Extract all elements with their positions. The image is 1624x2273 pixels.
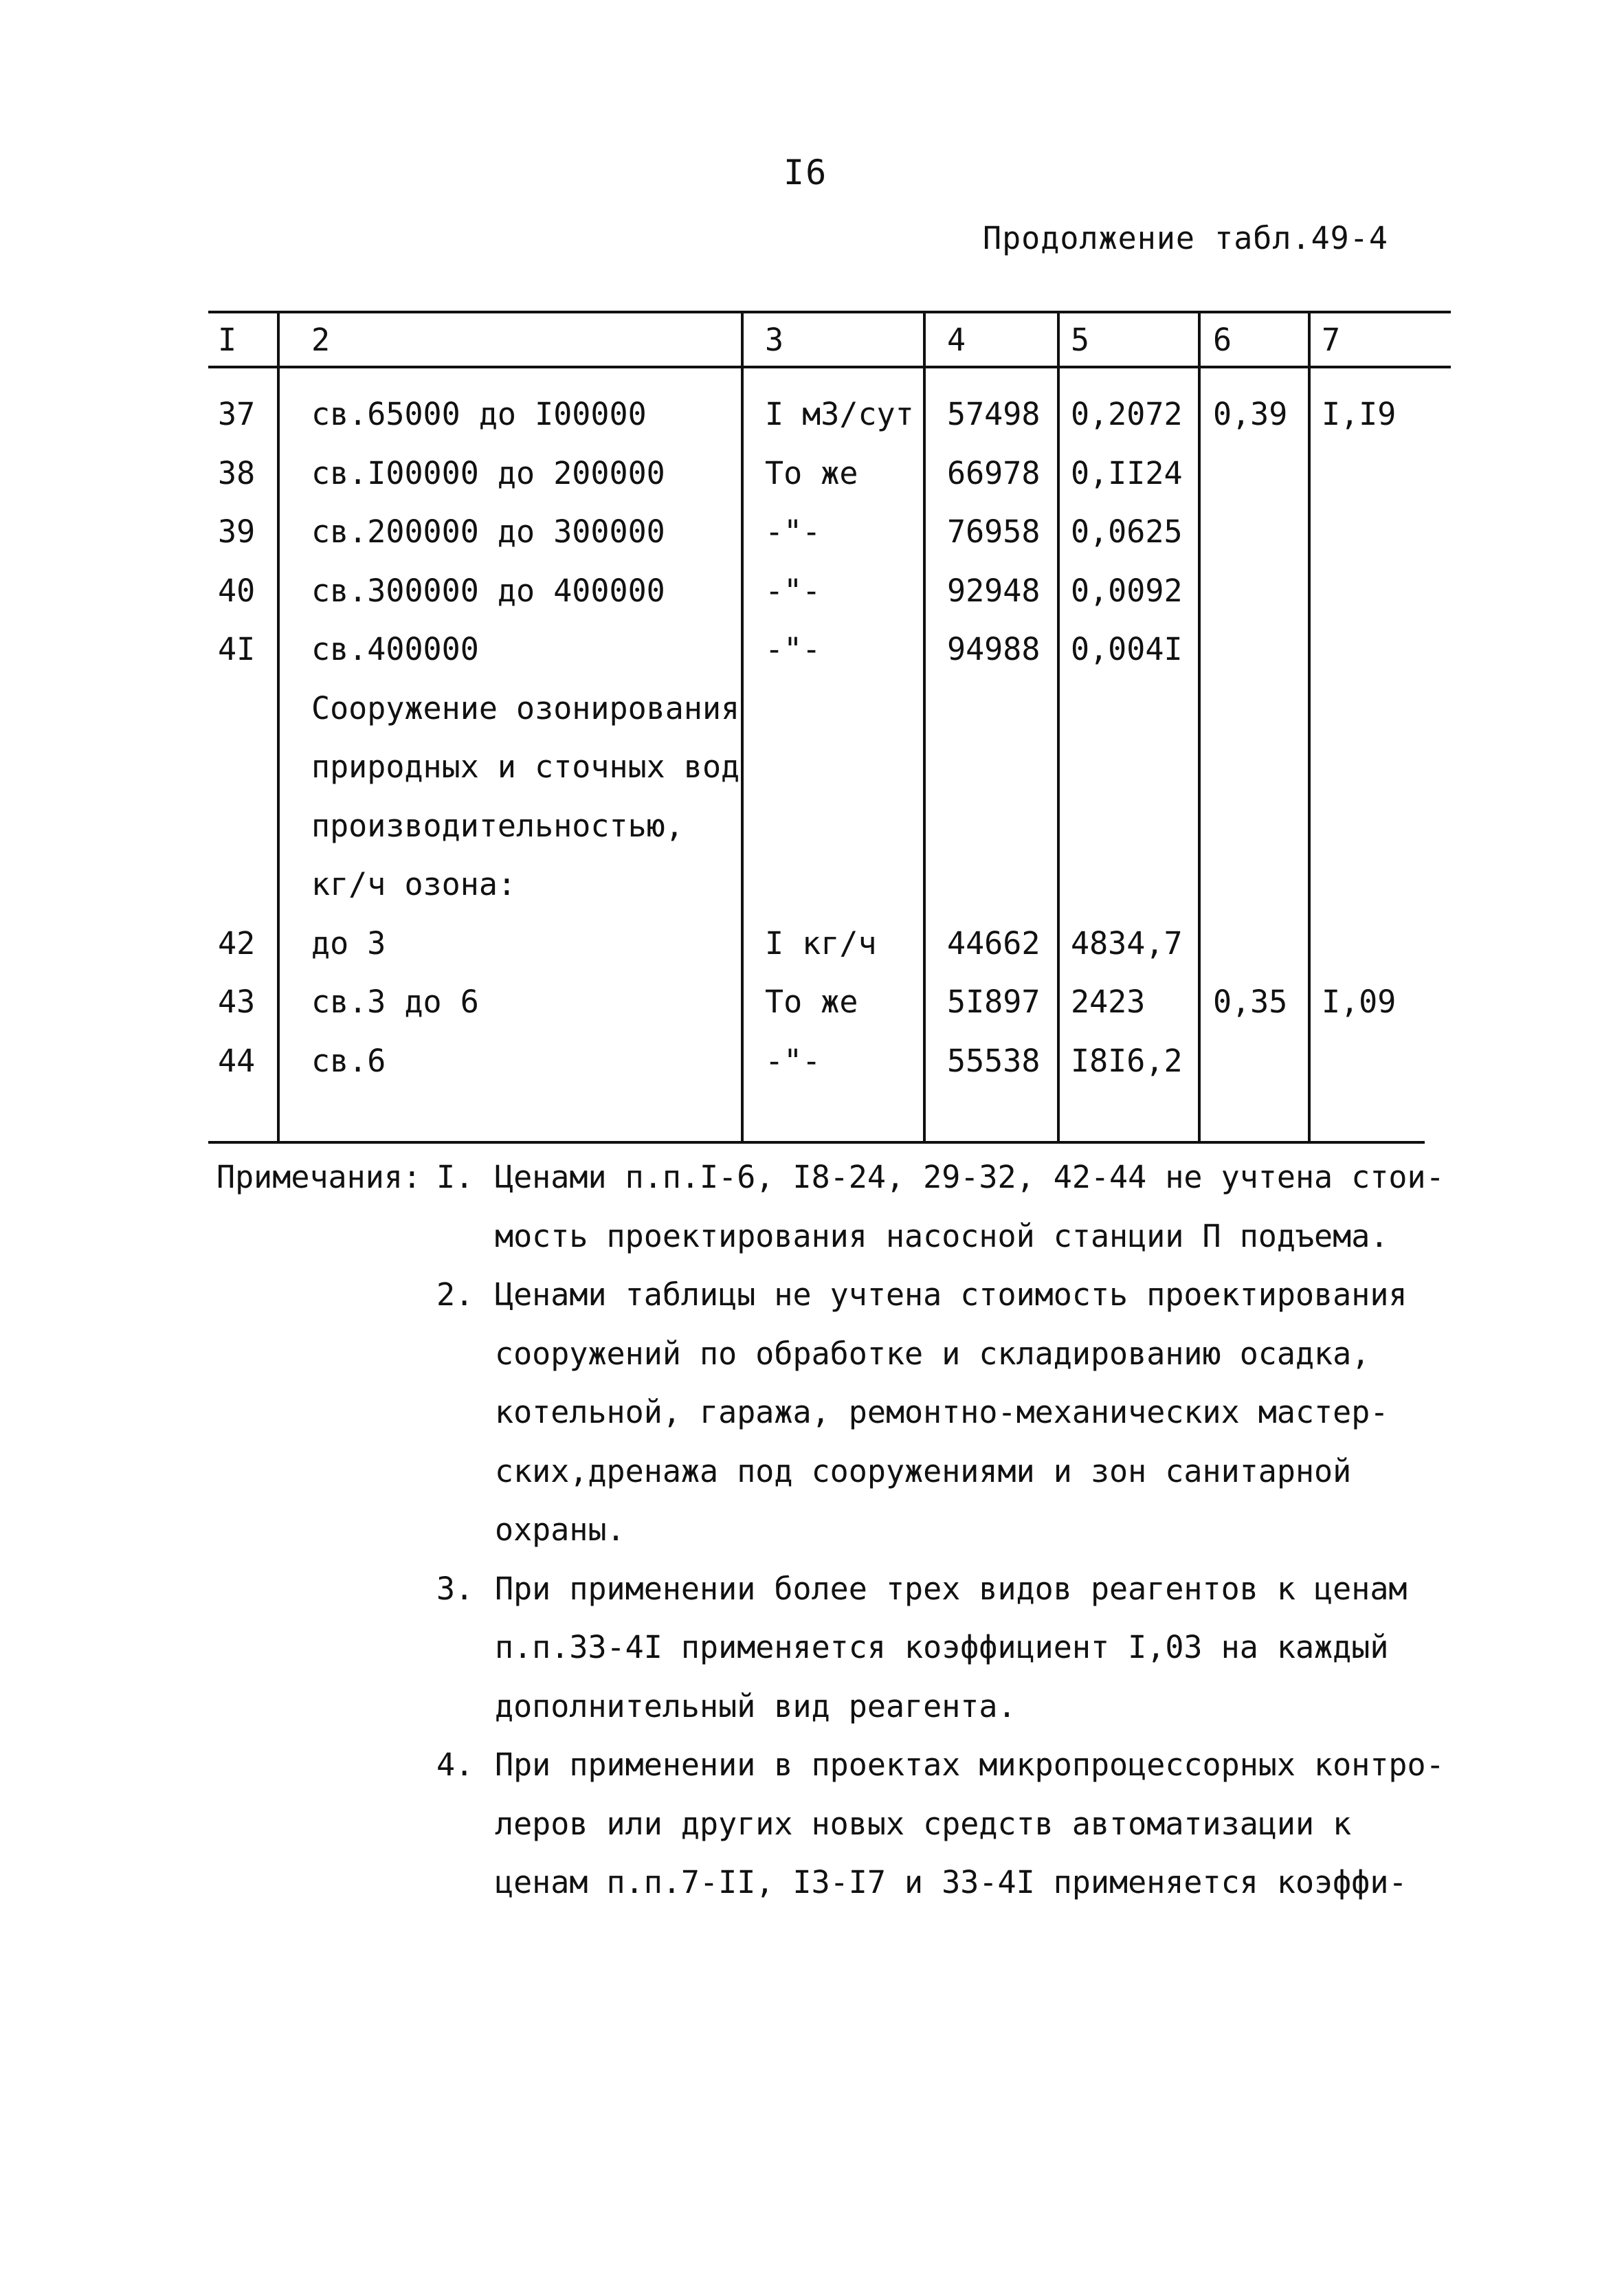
table-cell-c6: 0,35: [1213, 984, 1288, 1020]
column-header: 2: [311, 322, 331, 358]
table-cell-n: 38: [218, 455, 256, 491]
note-number: I.: [436, 1159, 474, 1195]
note-number: 3.: [436, 1571, 474, 1607]
price-table: [208, 311, 1451, 1142]
table-cell-c5: I8I6,2: [1071, 1043, 1183, 1079]
table-cell-c5: 0,004I: [1071, 631, 1183, 667]
col-divider: [1198, 311, 1201, 1142]
column-header: 6: [1213, 322, 1232, 358]
column-header: 7: [1322, 322, 1341, 358]
table-cell-n: 43: [218, 984, 256, 1020]
table-cell-c5: 0,0625: [1071, 513, 1183, 550]
note-text-line: сооружений по обработке и складированию осадка,: [495, 1335, 1370, 1372]
table-top-rule: [208, 311, 1451, 313]
table-cell-c7: I,09: [1322, 984, 1397, 1020]
table-cell-c4: 55538: [947, 1043, 1041, 1079]
column-header: 5: [1071, 322, 1090, 358]
table-cell-c5: 4834,7: [1071, 925, 1183, 962]
note-text-line: охраны.: [495, 1511, 625, 1548]
table-cell-c4: 5I897: [947, 984, 1041, 1020]
table-cell-c4: 92948: [947, 573, 1041, 609]
table-cell-unit: То же: [765, 984, 858, 1020]
table-cell-desc: св.300000 до 400000: [311, 573, 665, 609]
table-cell-unit: -"-: [765, 1043, 821, 1079]
note-text-line: дополнительный вид реагента.: [495, 1688, 1016, 1725]
table-cell-c4: 44662: [947, 925, 1041, 962]
table-cell-n: 39: [218, 513, 256, 550]
note-text-line: котельной, гаража, ремонтно-механических мастер-: [495, 1394, 1389, 1430]
table-cell-desc: св.I00000 до 200000: [311, 455, 665, 491]
note-number: 2.: [436, 1276, 474, 1313]
col-divider: [1057, 311, 1060, 1142]
table-cell-desc: св.3 до 6: [311, 984, 479, 1020]
table-cell-desc: природных и сточных вод: [311, 749, 740, 785]
table-cell-unit: I кг/ч: [765, 925, 877, 962]
table-cell-n: 44: [218, 1043, 256, 1079]
table-cell-c7: I,I9: [1322, 396, 1397, 432]
table-cell-desc: Сооружение озонирования: [311, 690, 740, 727]
table-cell-unit: I м3/сут: [765, 396, 914, 432]
table-header-rule: [208, 366, 1451, 368]
table-cell-desc: св.65000 до I00000: [311, 396, 647, 432]
table-cell-c5: 0,II24: [1071, 455, 1183, 491]
table-cell-c5: 2423: [1071, 984, 1146, 1020]
table-cell-desc: св.400000: [311, 631, 479, 667]
note-text-line: Ценами п.п.I-6, I8-24, 29-32, 42-44 не учтена стои-: [495, 1159, 1445, 1195]
notes-label: Примечания:: [216, 1159, 422, 1195]
table-cell-n: 40: [218, 573, 256, 609]
table-cell-c4: 76958: [947, 513, 1041, 550]
column-header: 3: [765, 322, 784, 358]
note-text-line: п.п.33-4I применяется коэффициент I,03 на каждый: [495, 1629, 1389, 1665]
table-cell-c4: 94988: [947, 631, 1041, 667]
table-cell-unit: -"-: [765, 631, 821, 667]
table-bottom-rule: [208, 1141, 1425, 1144]
col-divider: [277, 311, 280, 1142]
col-divider: [741, 311, 744, 1142]
table-cell-c5: 0,2072: [1071, 396, 1183, 432]
table-cell-desc: св.6: [311, 1043, 386, 1079]
table-cell-c4: 57498: [947, 396, 1041, 432]
table-cell-n: 37: [218, 396, 256, 432]
table-cell-c5: 0,0092: [1071, 573, 1183, 609]
table-cell-c4: 66978: [947, 455, 1041, 491]
page-number: I6: [783, 153, 828, 192]
note-text-line: Ценами таблицы не учтена стоимость проектирования: [495, 1276, 1408, 1313]
column-header: I: [218, 322, 237, 358]
note-text-line: ценам п.п.7-II, I3-I7 и 33-4I применяется коэффи-: [495, 1864, 1408, 1900]
table-cell-desc: производительностью,: [311, 808, 684, 844]
column-header: 4: [947, 322, 966, 358]
table-cell-desc: св.200000 до 300000: [311, 513, 665, 550]
table-cell-unit: То же: [765, 455, 858, 491]
table-cell-n: 4I: [218, 631, 256, 667]
note-text-line: При применении более трех видов реагентов к ценам: [495, 1571, 1408, 1607]
note-number: 4.: [436, 1747, 474, 1783]
note-text-line: мость проектирования насосной станции П подъема.: [495, 1218, 1389, 1254]
table-cell-desc: до 3: [311, 925, 386, 962]
table-cell-desc: кг/ч озона:: [311, 866, 517, 902]
table-cell-n: 42: [218, 925, 256, 962]
table-cell-unit: -"-: [765, 513, 821, 550]
note-text-line: леров или других новых средств автоматизации к: [495, 1806, 1352, 1842]
table-cell-unit: -"-: [765, 573, 821, 609]
note-text-line: При применении в проектах микропроцессорных контро-: [495, 1747, 1445, 1783]
col-divider: [923, 311, 926, 1142]
col-divider: [1308, 311, 1311, 1142]
note-text-line: ских,дренажа под сооружениями и зон санитарной: [495, 1453, 1352, 1489]
table-continuation-caption: Продолжение табл.49-4: [983, 220, 1388, 256]
table-cell-c6: 0,39: [1213, 396, 1288, 432]
